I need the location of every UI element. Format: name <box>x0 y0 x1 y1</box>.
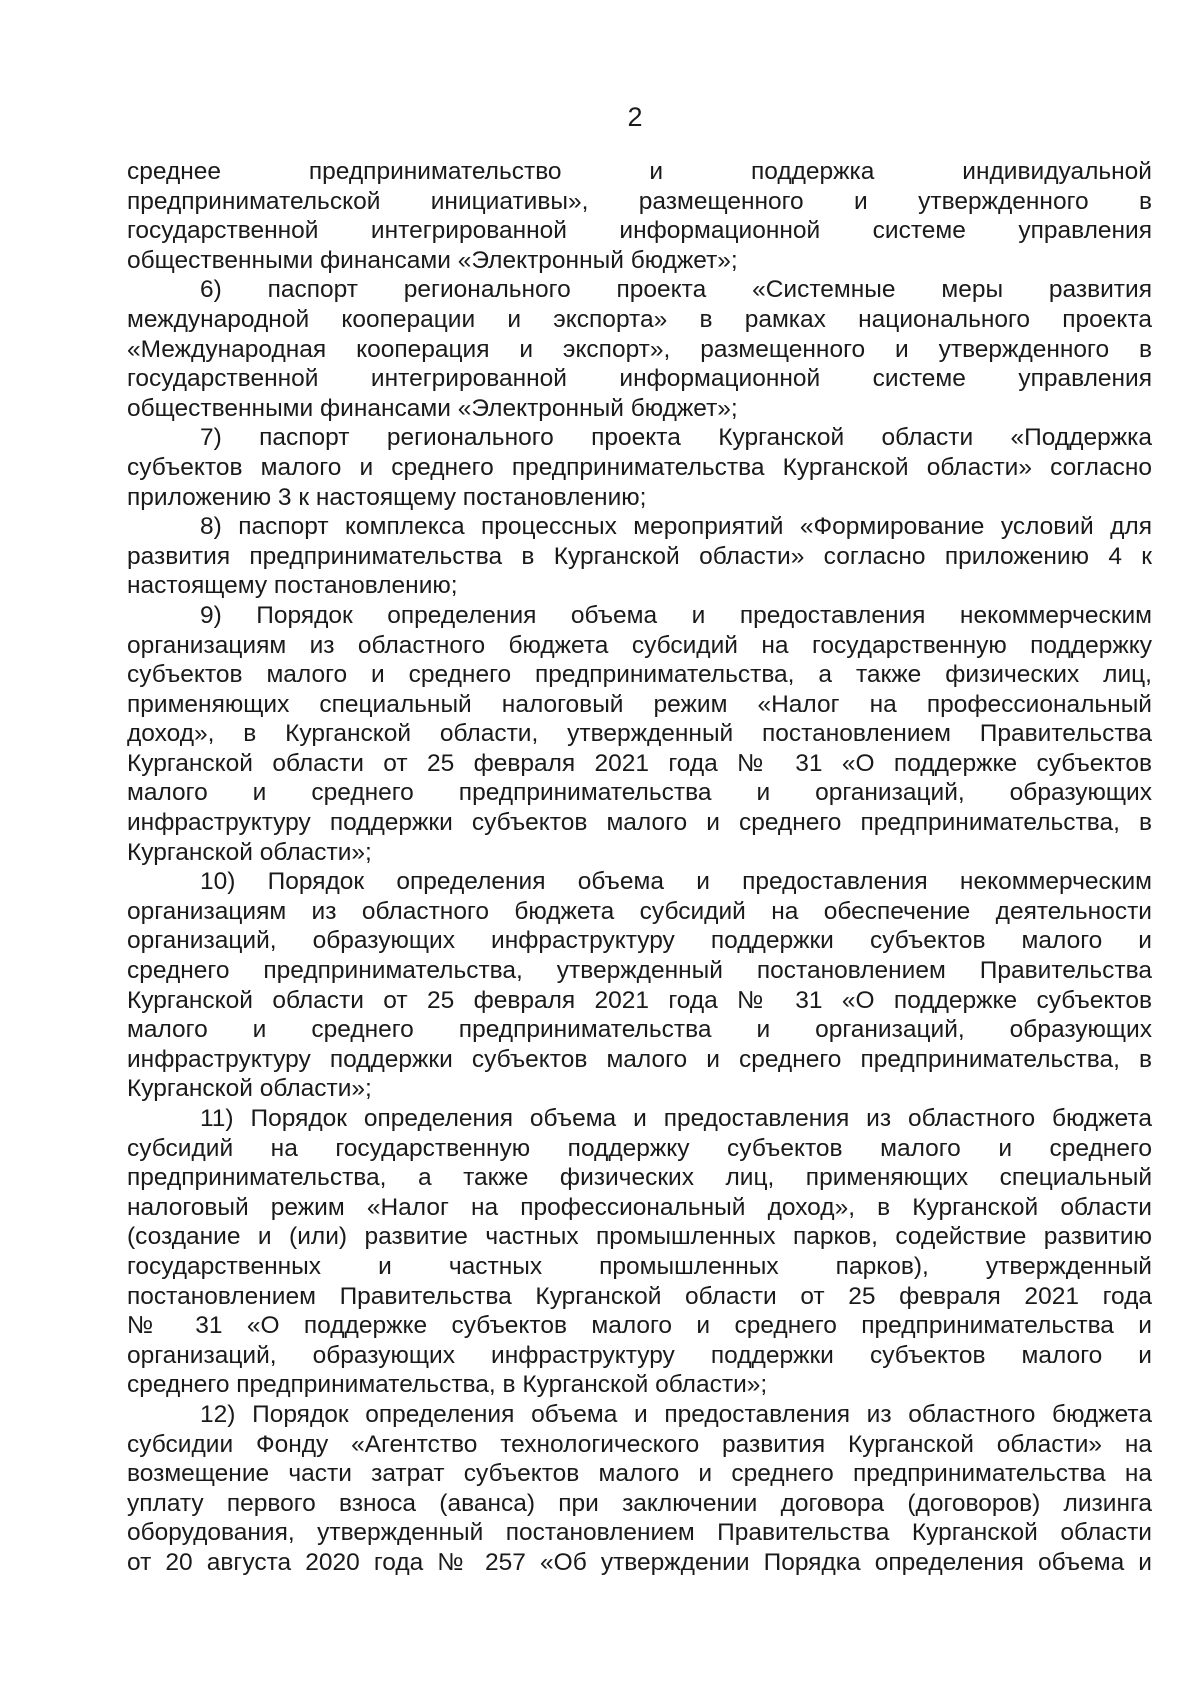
text-line: среднего предпринимательства, утвержденный постановлением Правительства <box>127 957 1152 985</box>
text-line: малого и среднего предпринимательства и организаций, образующих <box>127 1016 1152 1044</box>
text-line: «Международная кооперация и экспорт», размещенного и утвержденного в <box>127 335 1152 363</box>
text-line: Курганской области от 25 февраля 2021 года № 31 «О поддержке субъектов <box>127 749 1152 777</box>
paragraph-item-8 <box>127 512 1152 601</box>
text-line: субсидии Фонду «Агентство технологического развития Курганской области» на <box>127 1430 1152 1458</box>
paragraph-continuation <box>127 157 1152 275</box>
page-number: 2 <box>627 102 643 132</box>
text-line: инфраструктуру поддержки субъектов малого и среднего предпринимательства, в <box>127 1045 1152 1073</box>
text-line: 8) паспорт комплекса процессных мероприятий «Формирование условий для <box>200 513 1152 541</box>
text-line: 9) Порядок определения объема и предоставления некоммерческим <box>200 601 1152 629</box>
text-line: налоговый режим «Налог на профессиональный доход», в Курганской области <box>127 1193 1152 1221</box>
text-line: Курганской области»; <box>127 1075 372 1103</box>
text-line: общественными финансами «Электронный бюджет»; <box>127 246 738 274</box>
text-line: организациям из областного бюджета субсидий на обеспечение деятельности <box>127 897 1152 925</box>
text-line: субъектов малого и среднего предпринимательства, а также физических лиц, <box>127 661 1152 689</box>
text-line: постановлением Правительства Курганской области от 25 февраля 2021 года <box>127 1282 1152 1310</box>
text-line: 11) Порядок определения объема и предоставления из областного бюджета <box>200 1105 1152 1132</box>
text-line: Курганской области от 25 февраля 2021 года № 31 «О поддержке субъектов <box>127 986 1152 1014</box>
text-line: среднего предпринимательства, в Курганской области»; <box>127 1371 768 1399</box>
text-line: 10) Порядок определения объема и предоставления некоммерческим <box>200 868 1152 896</box>
paragraph-item-9 <box>127 601 1152 867</box>
text-line: настоящему постановлению; <box>127 572 458 600</box>
text-line: развития предпринимательства в Курганской области» согласно приложению 4 к <box>127 542 1152 570</box>
text-line: применяющих специальный налоговый режим «Налог на профессиональный <box>127 690 1152 718</box>
text-line: государственной интегрированной информационной системе управления <box>127 217 1152 245</box>
text-line: (создание и (или) развитие частных промышленных парков, содействие развитию <box>127 1223 1152 1251</box>
text-line: государственных и частных промышленных парков), утвержденный <box>127 1252 1152 1280</box>
text-line: уплату первого взноса (аванса) при заключении договора (договоров) лизинга <box>127 1489 1152 1517</box>
text-line: организаций, образующих инфраструктуру поддержки субъектов малого и <box>127 927 1152 955</box>
text-line: 6) паспорт регионального проекта «Системные меры развития <box>200 276 1152 304</box>
text-line: от 20 августа 2020 года № 257 «Об утверждении Порядка определения объема и <box>127 1548 1152 1576</box>
text-line: общественными финансами «Электронный бюджет»; <box>127 394 738 422</box>
text-line: международной кооперации и экспорта» в рамках национального проекта <box>127 305 1152 333</box>
text-line: инфраструктуру поддержки субъектов малого и среднего предпринимательства, в <box>127 809 1152 837</box>
paragraph-item-6 <box>127 275 1152 423</box>
text-line: 7) паспорт регионального проекта Курганской области «Поддержка <box>200 424 1152 452</box>
text-line: государственной интегрированной информационной системе управления <box>127 365 1152 393</box>
text-line: Курганской области»; <box>127 838 372 866</box>
text-line: возмещение части затрат субъектов малого и среднего предпринимательства на <box>127 1460 1152 1488</box>
text-line: № 31 «О поддержке субъектов малого и среднего предпринимательства и <box>127 1312 1152 1340</box>
text-line: среднее предпринимательство и поддержка индивидуальной <box>127 158 1152 185</box>
paragraph-item-10 <box>127 867 1152 1104</box>
paragraph-item-7 <box>127 423 1152 512</box>
text-line: субсидий на государственную поддержку субъектов малого и среднего <box>127 1134 1152 1162</box>
text-line: организациям из областного бюджета субсидий на государственную поддержку <box>127 631 1152 659</box>
text-line: организаций, образующих инфраструктуру поддержки субъектов малого и <box>127 1341 1152 1369</box>
text-line: малого и среднего предпринимательства и организаций, образующих <box>127 779 1152 807</box>
text-line: предпринимательства, а также физических лиц, применяющих специальный <box>127 1164 1152 1192</box>
text-line: субъектов малого и среднего предпринимательства Курганской области» согласно <box>127 453 1152 481</box>
text-line: предпринимательской инициативы», размещенного и утвержденного в <box>127 187 1152 215</box>
text-line: 12) Порядок определения объема и предоставления из областного бюджета <box>200 1400 1152 1428</box>
text-line: приложению 3 к настоящему постановлению; <box>127 483 647 511</box>
text-line: доход», в Курганской области, утвержденный постановлением Правительства <box>127 720 1152 748</box>
paragraph-item-12 <box>127 1400 1152 1578</box>
document-body <box>127 157 1152 1578</box>
text-line: оборудования, утвержденный постановлением Правительства Курганской области <box>127 1519 1152 1547</box>
paragraph-item-11 <box>127 1104 1152 1400</box>
